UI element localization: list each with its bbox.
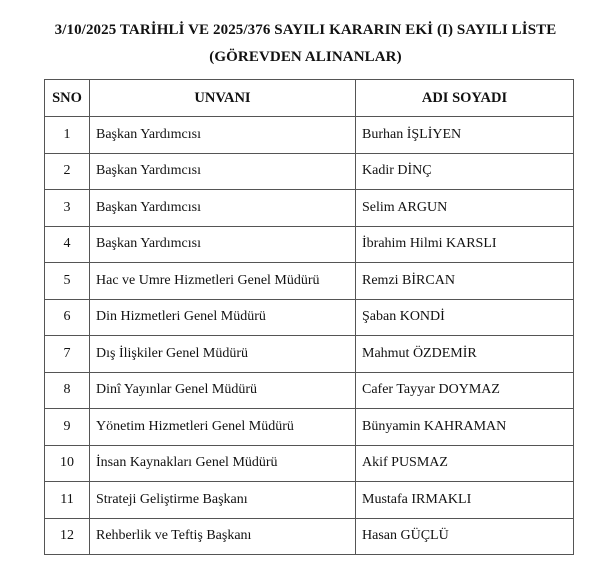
cell-unvani: Hac ve Umre Hizmetleri Genel Müdürü — [90, 263, 356, 300]
cell-sno: 10 — [45, 445, 90, 482]
table-row — [45, 482, 574, 519]
cell-adi-soyadi: Burhan İŞLİYEN — [356, 117, 574, 154]
table-row — [45, 299, 574, 336]
cell-sno: 9 — [45, 409, 90, 446]
cell-sno: 4 — [45, 226, 90, 263]
cell-adi-soyadi: Mahmut ÖZDEMİR — [356, 336, 574, 373]
cell-adi-soyadi: Remzi BİRCAN — [356, 263, 574, 300]
header-unvani: UNVANI — [90, 80, 356, 117]
dismissal-list-table — [44, 79, 574, 555]
cell-unvani: Dış İlişkiler Genel Müdürü — [90, 336, 356, 373]
cell-adi-soyadi: Hasan GÜÇLÜ — [356, 518, 574, 555]
table-row — [45, 263, 574, 300]
cell-unvani: Rehberlik ve Teftiş Başkanı — [90, 518, 356, 555]
table-row — [45, 518, 574, 555]
table-row — [45, 445, 574, 482]
cell-sno: 5 — [45, 263, 90, 300]
cell-adi-soyadi: Şaban KONDİ — [356, 299, 574, 336]
cell-sno: 11 — [45, 482, 90, 519]
table-row — [45, 409, 574, 446]
cell-sno: 2 — [45, 153, 90, 190]
cell-unvani: Din Hizmetleri Genel Müdürü — [90, 299, 356, 336]
document-subtitle: (GÖREVDEN ALINANLAR) — [209, 49, 402, 65]
header-sno: SNO — [45, 80, 90, 117]
cell-sno: 7 — [45, 336, 90, 373]
cell-adi-soyadi: Akif PUSMAZ — [356, 445, 574, 482]
cell-sno: 3 — [45, 190, 90, 227]
cell-adi-soyadi: İbrahim Hilmi KARSLI — [356, 226, 574, 263]
cell-unvani: Başkan Yardımcısı — [90, 117, 356, 154]
cell-unvani: İnsan Kaynakları Genel Müdürü — [90, 445, 356, 482]
table-row — [45, 117, 574, 154]
cell-sno: 1 — [45, 117, 90, 154]
cell-adi-soyadi: Selim ARGUN — [356, 190, 574, 227]
cell-unvani: Başkan Yardımcısı — [90, 190, 356, 227]
cell-unvani: Başkan Yardımcısı — [90, 226, 356, 263]
table-row — [45, 336, 574, 373]
cell-unvani: Başkan Yardımcısı — [90, 153, 356, 190]
cell-adi-soyadi: Bünyamin KAHRAMAN — [356, 409, 574, 446]
table-row — [45, 372, 574, 409]
cell-unvani: Dinî Yayınlar Genel Müdürü — [90, 372, 356, 409]
table-header-row — [45, 80, 574, 117]
cell-adi-soyadi: Kadir DİNÇ — [356, 153, 574, 190]
cell-sno: 6 — [45, 299, 90, 336]
cell-adi-soyadi: Mustafa IRMAKLI — [356, 482, 574, 519]
cell-unvani: Yönetim Hizmetleri Genel Müdürü — [90, 409, 356, 446]
cell-sno: 8 — [45, 372, 90, 409]
table-row — [45, 190, 574, 227]
table-row — [45, 153, 574, 190]
header-adi-soyadi: ADI SOYADI — [356, 80, 574, 117]
cell-unvani: Strateji Geliştirme Başkanı — [90, 482, 356, 519]
cell-sno: 12 — [45, 518, 90, 555]
cell-adi-soyadi: Cafer Tayyar DOYMAZ — [356, 372, 574, 409]
document-title: 3/10/2025 TARİHLİ VE 2025/376 SAYILI KARARIN EKİ (I) SAYILI LİSTE — [54, 22, 557, 38]
table-row — [45, 226, 574, 263]
